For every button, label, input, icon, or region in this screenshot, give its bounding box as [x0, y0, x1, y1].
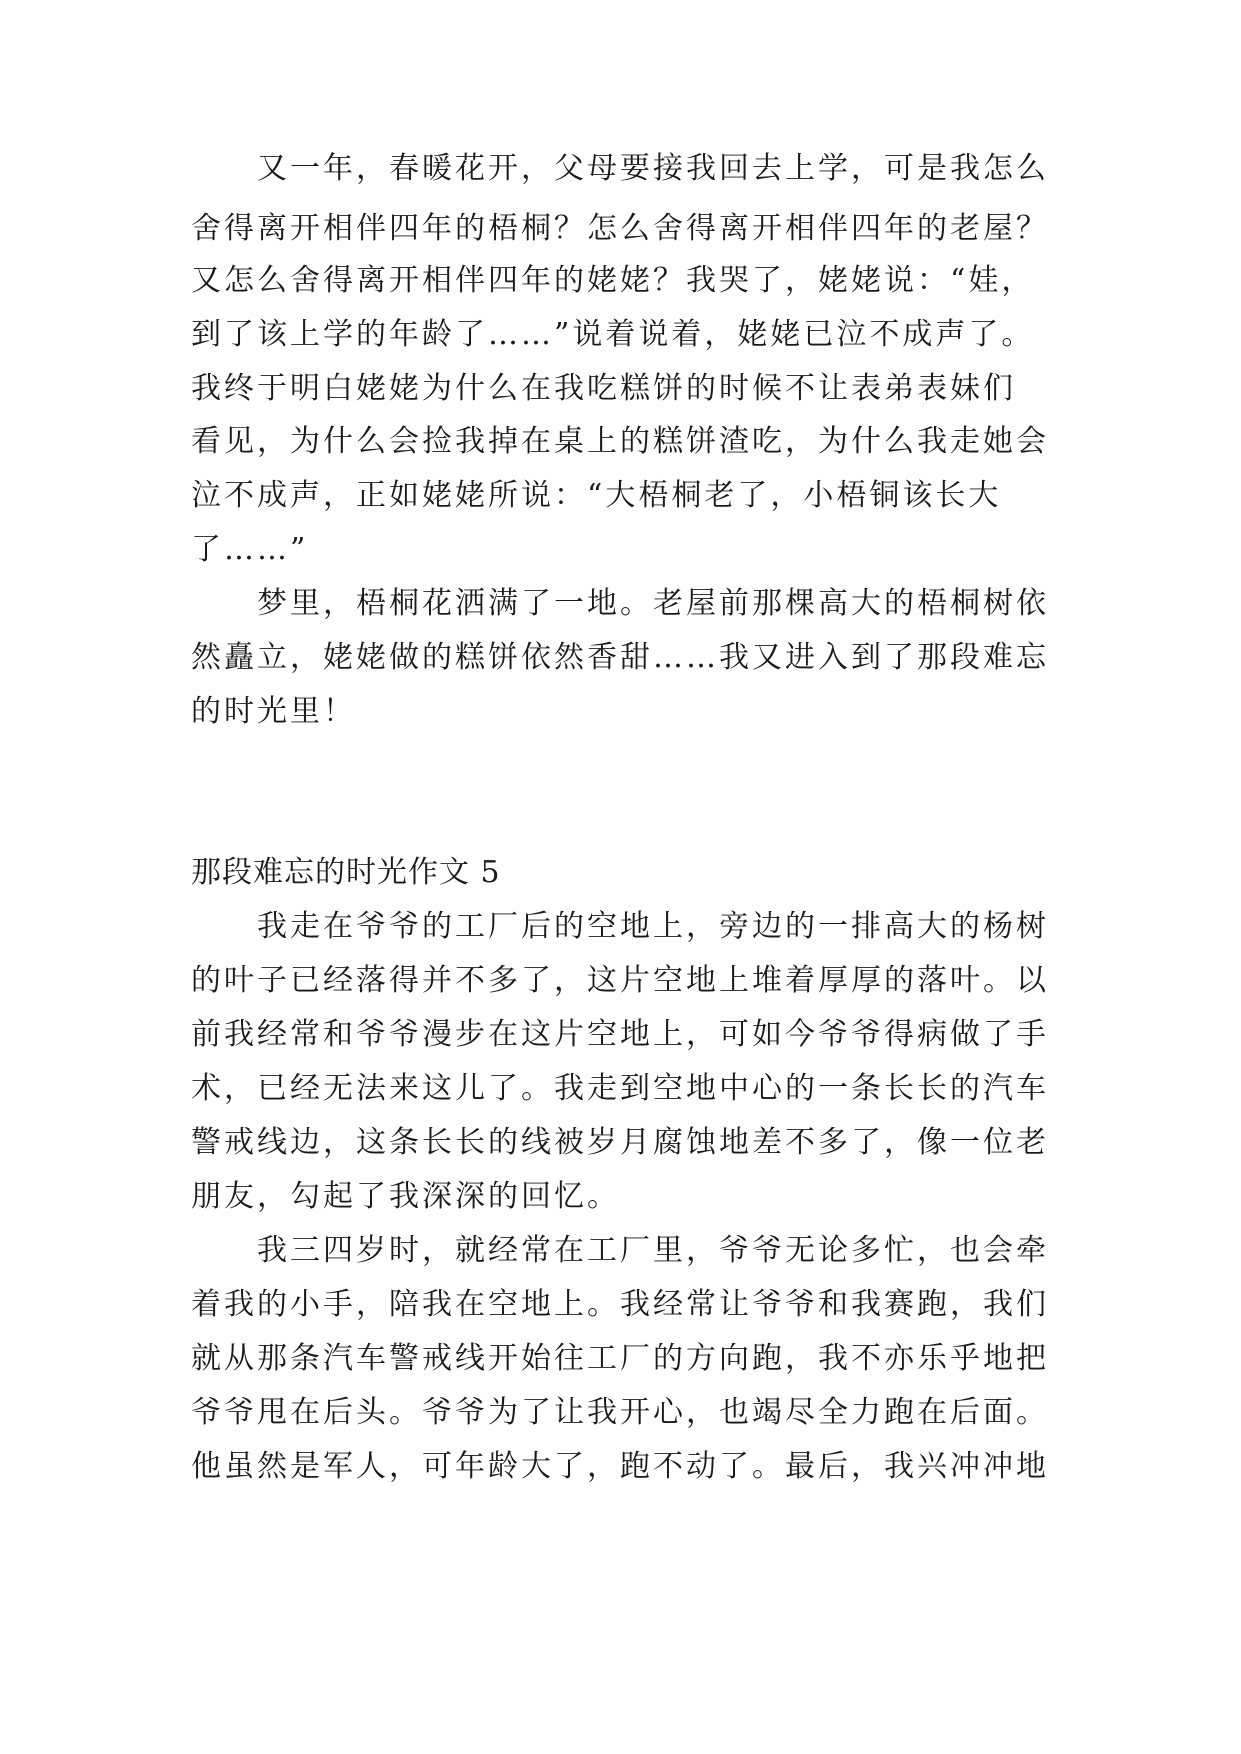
text-line: 警戒线边，这条长长的线被岁月腐蚀地差不多了，像一位老 — [191, 1125, 1049, 1160]
section-title: 那段难忘的时光作文 5 — [191, 855, 501, 890]
text-line: 的时光里！ — [191, 694, 356, 729]
text-line: 朋友，勾起了我深深的回忆。 — [191, 1179, 620, 1214]
text-line: 舍得离开相伴四年的梧桐？怎么舍得离开相伴四年的老屋？ — [191, 211, 1049, 246]
text-line: 梦里，梧桐花洒满了一地。老屋前那棵高大的梧桐树依 — [257, 586, 1049, 621]
text-line: 到了该上学的年龄了……”说着说着，姥姥已泣不成声了。 — [191, 317, 1035, 352]
text-line: 他虽然是军人，可年龄大了，跑不动了。最后，我兴冲冲地 — [191, 1449, 1049, 1484]
text-line: 就从那条汽车警戒线开始往工厂的方向跑，我不亦乐乎地把 — [191, 1341, 1049, 1376]
text-line: 我终于明白姥姥为什么在我吃糕饼的时候不让表弟表妹们 — [191, 371, 1016, 406]
text-line: 我三四岁时，就经常在工厂里，爷爷无论多忙，也会牵 — [257, 1233, 1049, 1268]
text-line: 然矗立，姥姥做的糕饼依然香甜……我又进入到了那段难忘 — [191, 640, 1049, 675]
text-line: 泣不成声，正如姥姥所说：“大梧桐老了，小梧铜该长大 — [191, 478, 1002, 513]
text-line: 术，已经无法来这儿了。我走到空地中心的一条长长的汽车 — [191, 1071, 1049, 1106]
text-line: 又怎么舍得离开相伴四年的姥姥？我哭了，姥姥说：“娃， — [191, 263, 1035, 298]
text-line: 的叶子已经落得并不多了，这片空地上堆着厚厚的落叶。以 — [191, 963, 1049, 998]
text-line: 了……” — [191, 532, 309, 567]
text-line: 前我经常和爷爷漫步在这片空地上，可如今爷爷得病做了手 — [191, 1017, 1049, 1052]
text-line: 我走在爷爷的工厂后的空地上，旁边的一排高大的杨树 — [257, 909, 1049, 944]
text-line: 又一年，春暖花开，父母要接我回去上学，可是我怎么 — [257, 151, 1049, 186]
text-line: 看见，为什么会捡我掉在桌上的糕饼渣吃，为什么我走她会 — [191, 424, 1049, 459]
text-line: 爷爷甩在后头。爷爷为了让我开心，也竭尽全力跑在后面。 — [191, 1395, 1049, 1430]
text-line: 着我的小手，陪我在空地上。我经常让爷爷和我赛跑，我们 — [191, 1287, 1049, 1322]
